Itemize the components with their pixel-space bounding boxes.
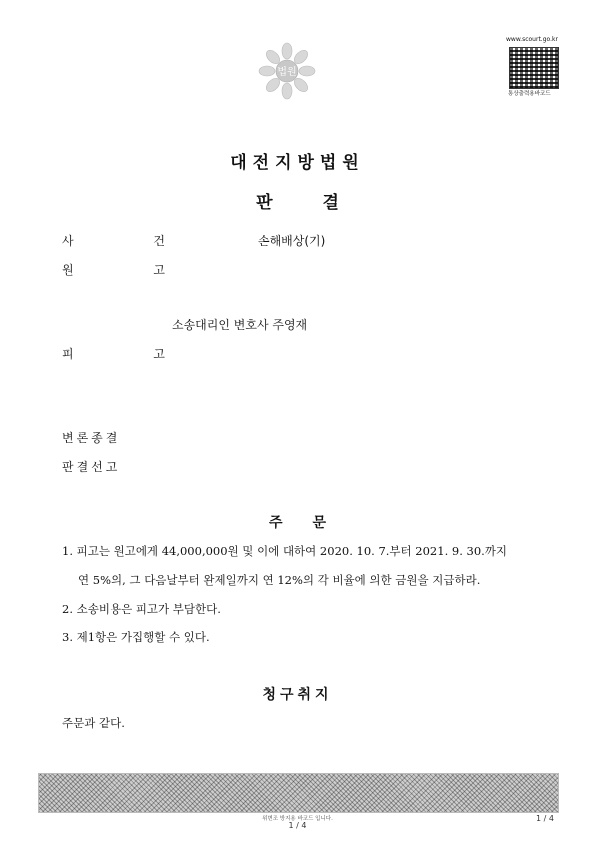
closing-date-label: 변론종결: [62, 431, 121, 445]
order-item-1-line-1: 1. 피고는 원고에게 44,000,000원 및 이에 대하여 2020. 10. 7.부터 2021. 9. 30.까지: [62, 544, 508, 558]
verdict-date-label: 판결선고: [62, 460, 121, 474]
claim-text: 주문과 같다.: [62, 716, 125, 730]
order-item-3: 3. 제1항은 가집행할 수 있다.: [62, 630, 210, 644]
anti-forgery-barcode: [38, 773, 559, 813]
case-label: 사 건: [62, 234, 203, 248]
order-item-2: 2. 소송비용은 피고가 부담한다.: [62, 602, 221, 616]
plaintiff-label: 원 고: [62, 263, 203, 277]
order-item-1-line-2: 연 5%의, 그 다음날부터 완제일까지 연 12%의 각 비율에 의한 금원을 지급하라.: [78, 573, 481, 587]
claim-heading: 청구취지: [262, 687, 333, 703]
page-number-right: 1 / 4: [536, 814, 554, 823]
case-value: 손해배상(기): [258, 234, 326, 248]
barcode-note: 위변조 방지용 바코드 입니다.: [262, 816, 333, 822]
court-name: 대전지방법원: [230, 153, 365, 173]
qr-code-icon: [509, 47, 559, 89]
court-seal-icon: [258, 42, 316, 100]
page-number-center: 1 / 4: [288, 821, 307, 830]
plaintiff-counsel: 소송대리인 변호사 주영재: [172, 318, 308, 332]
qr-url: www.scourt.go.kr: [506, 36, 558, 43]
seal-text: 법원: [277, 67, 297, 78]
document-type: 판결: [256, 193, 389, 213]
qr-label: 통상출력용바코드: [508, 91, 551, 97]
defendant-label: 피 고: [62, 347, 203, 361]
order-heading: 주문: [268, 515, 357, 531]
